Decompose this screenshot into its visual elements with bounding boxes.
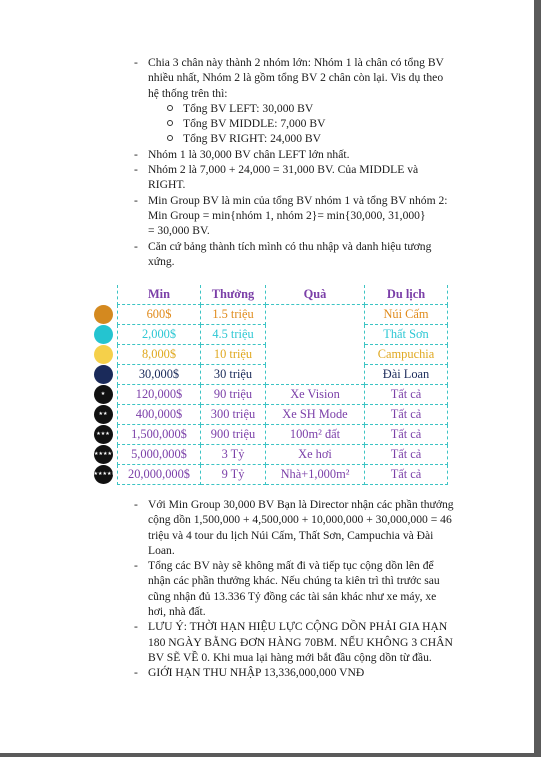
sub-item	[131, 131, 481, 146]
cell-thuong: 30 triệu	[201, 365, 266, 385]
table-row	[89, 385, 448, 405]
rank-icon-cell	[89, 425, 118, 445]
rank-icon-cell	[89, 385, 118, 405]
cell-qua	[266, 345, 365, 365]
cell-thuong: 10 triệu	[201, 345, 266, 365]
cell-dulich: Đài Loan	[365, 365, 448, 385]
text-line: - LƯU Ý: THỜI HẠN HIỆU LỰC CỘNG DỒN PHẢI GIA HẠN	[148, 620, 448, 634]
text-line: xứng.	[148, 254, 175, 268]
rank-medal-icon	[94, 325, 113, 344]
text-line: RIGHT.	[148, 178, 186, 192]
rank-stars-icon: ★★★★	[94, 451, 112, 457]
text-line: hệ thống trên thì:	[148, 86, 228, 100]
cell-thuong: 4.5 triệu	[201, 325, 266, 345]
sub-item	[131, 116, 481, 131]
table-body	[89, 305, 448, 485]
bullet-item	[131, 497, 481, 558]
cell-qua: Xe SH Mode	[266, 405, 365, 425]
cell-dulich: Tất cả	[365, 465, 448, 485]
text-line: - Căn cứ bảng thành tích mình có thu nhập và danh hiệu tương	[148, 239, 432, 253]
cell-qua	[266, 365, 365, 385]
cell-thuong: 300 triệu	[201, 405, 266, 425]
cell-thuong: 9 Tỷ	[201, 465, 266, 485]
bullet-item	[131, 193, 481, 239]
cell-min: 400,000$	[118, 405, 201, 425]
text-line: - GIỚI HẠN THU NHẬP 13,336,000,000 VNĐ	[148, 666, 365, 680]
text-line: - Nhóm 1 là 30,000 BV chân LEFT lớn nhất.	[148, 147, 350, 161]
sub-item-text: Tổng BV LEFT: 30,000 BV	[183, 101, 314, 115]
cell-dulich: Núi Cấm	[365, 305, 448, 325]
icon-column-header	[89, 285, 118, 305]
bullet-item	[131, 619, 481, 665]
bullet-item	[131, 55, 481, 101]
rank-icon-cell	[89, 445, 118, 465]
text-line: nhận các phần thưởng khác. Nếu chúng ta kiên trì thì trước sau	[148, 574, 440, 588]
header-dulich: Du lịch	[365, 285, 448, 305]
cell-dulich: Tất cả	[365, 445, 448, 465]
outro-bullet-list	[131, 497, 481, 681]
bullet-item	[131, 239, 481, 270]
text-line: - Tổng các BV này sẽ không mất đi và tiếp tục cộng dồn lên để	[148, 559, 434, 573]
cell-min: 2,000$	[118, 325, 201, 345]
circle-bullet-icon	[167, 105, 173, 111]
rank-medal-icon	[93, 465, 116, 484]
text-line: - Chia 3 chân này thành 2 nhóm lớn: Nhóm 1 là chân có tổng BV	[148, 56, 444, 69]
text-line: BV SẼ VỀ 0. Khi mua lại hàng mới bắt đầu cộng dồn từ đầu.	[148, 650, 432, 664]
table-header-row	[89, 285, 448, 305]
cell-dulich: Campuchia	[365, 345, 448, 365]
text-line: - Với Min Group 30,000 BV Bạn là Director nhận các phần thưởng	[148, 498, 454, 511]
cell-qua	[266, 325, 365, 345]
rank-medal-icon	[94, 445, 113, 464]
cell-min: 120,000$	[118, 385, 201, 405]
table-row	[89, 325, 448, 345]
rank-medal-icon	[94, 425, 113, 444]
text-line: cộng dồn 1,500,000 + 4,500,000 + 10,000,000 + 30,000,000 = 46	[148, 513, 452, 527]
header-min: Min	[118, 285, 201, 305]
cell-min: 1,500,000$	[118, 425, 201, 445]
text-line: 180 NGÀY BẰNG ĐƠN HÀNG 70BM. NẾU KHÔNG 3 CHÂN	[148, 635, 453, 649]
page-edge-bottom	[0, 753, 541, 757]
bullet-item	[131, 147, 481, 162]
cell-dulich: Thất Sơn	[365, 325, 448, 345]
text-line: = 30,000 BV.	[148, 224, 210, 238]
cell-qua: Nhà+1,000m²	[266, 465, 365, 485]
text-line: nhiều nhất, Nhóm 2 là gồm tổng BV 2 chân còn lại. Vis dụ theo	[148, 71, 444, 85]
rewards-table-wrap	[89, 285, 451, 485]
bullet-item	[131, 558, 481, 619]
header-thuong: Thưởng	[201, 285, 266, 305]
text-line: hơi, nhà đất.	[148, 605, 206, 619]
rank-icon-cell	[89, 345, 118, 365]
intro-bullet-list	[131, 55, 481, 269]
cell-qua: Xe hơi	[266, 445, 365, 465]
rank-stars-icon: ★★★★★	[93, 471, 116, 477]
rank-medal-icon	[94, 365, 113, 384]
cell-qua: Xe Vision	[266, 385, 365, 405]
cell-thuong: 3 Tỷ	[201, 445, 266, 465]
table-row	[89, 405, 448, 425]
table-row	[89, 305, 448, 325]
cell-dulich: Tất cả	[365, 405, 448, 425]
rank-stars-icon: ★★	[98, 411, 108, 417]
sub-item-text: Tổng BV MIDDLE: 7,000 BV	[183, 117, 326, 131]
table-row	[89, 425, 448, 445]
header-qua: Quà	[266, 285, 365, 305]
cell-min: 8,000$	[118, 345, 201, 365]
cell-thuong: 1.5 triệu	[201, 305, 266, 325]
rank-icon-cell	[89, 465, 118, 485]
cell-dulich: Tất cả	[365, 425, 448, 445]
bullet-item	[131, 162, 481, 193]
text-line: triệu và 4 tour du lịch Núi Cấm, Thất Sơn, Campuchia và Đài	[148, 528, 434, 542]
text-line: Min Group = min{nhóm 1, nhóm 2}= min{30,000, 31,000}	[148, 208, 426, 222]
circle-bullet-icon	[167, 120, 173, 126]
table-row	[89, 365, 448, 385]
cell-qua: 100m² đất	[266, 425, 365, 445]
cell-min: 5,000,000$	[118, 445, 201, 465]
bullet-item	[131, 665, 481, 680]
table-row	[89, 345, 448, 365]
rank-medal-icon	[94, 385, 113, 404]
cell-qua	[266, 305, 365, 325]
rank-medal-icon	[94, 405, 113, 424]
sub-item	[131, 101, 481, 116]
text-line: Loan.	[148, 543, 175, 557]
rank-stars-icon: ★	[100, 391, 106, 397]
rank-icon-cell	[89, 305, 118, 325]
rewards-table	[89, 285, 448, 485]
table-row	[89, 445, 448, 465]
text-line: cũng nhận đủ 13.336 Tỷ đồng các tài sản khác như xe máy, xe	[148, 589, 437, 603]
table-row	[89, 465, 448, 485]
cell-min: 20,000,000$	[118, 465, 201, 485]
page-edge-right	[534, 0, 541, 757]
cell-min: 600$	[118, 305, 201, 325]
sub-item-text: Tổng BV RIGHT: 24,000 BV	[183, 132, 322, 146]
cell-thuong: 90 triệu	[201, 385, 266, 405]
cell-thuong: 900 triệu	[201, 425, 266, 445]
rank-icon-cell	[89, 325, 118, 345]
rank-stars-icon: ★★★	[96, 431, 110, 437]
rank-medal-icon	[94, 305, 113, 324]
rank-icon-cell	[89, 405, 118, 425]
rank-icon-cell	[89, 365, 118, 385]
text-line: - Nhóm 2 là 7,000 + 24,000 = 31,000 BV. Của MIDDLE và	[148, 163, 419, 177]
cell-min: 30,000$	[118, 365, 201, 385]
cell-dulich: Tất cả	[365, 385, 448, 405]
circle-bullet-icon	[167, 135, 173, 141]
rank-medal-icon	[94, 345, 113, 364]
text-line: - Min Group BV là min của tổng BV nhóm 1 và tổng BV nhóm 2:	[148, 193, 448, 207]
